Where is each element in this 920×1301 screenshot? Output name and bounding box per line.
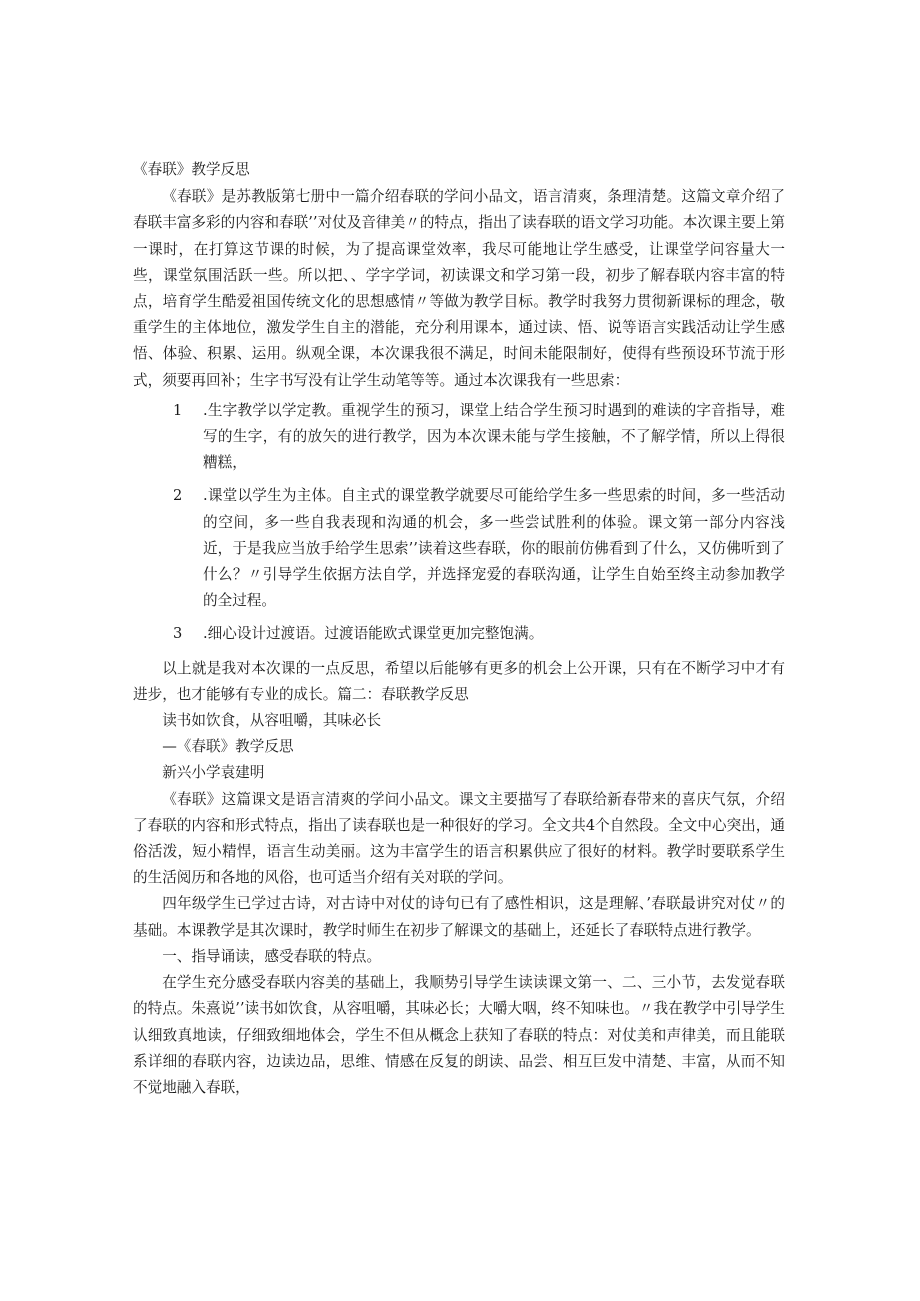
list-item <box>133 621 785 647</box>
essay2-subtitle: —《春联》教学反思 <box>162 738 294 756</box>
essay2-paragraph-2: 四年级学生已学过古诗，对古诗中对仗的诗句已有了感性相识，这是理解、’春联最讲究对仗〃的基础。本课教学是其次课时，教学时师生在初步了解课文的基础上，还延长了春联特点进行教学。 <box>133 895 785 939</box>
list-item <box>133 398 785 477</box>
reflection-list <box>133 398 785 648</box>
list-text: .细心设计过渡语。过渡语能欧式课堂更加完整饱满。 <box>203 625 544 643</box>
intro-paragraph: 《春联》是苏教版第七册中一篇介绍春联的学问小品文，语言清爽，条理清楚。这篇文章介绍了春联丰富多彩的内容和春联’’对仗及音律美〃的特点，指出了读春联的语文学习功能。本次课主要上第一课时，在打算这节课的时候，为了提高课堂效率，我尽可能地让学生感受，让课堂学问容量大一些，课堂氛围活跃一些。所以把、、学字学词，初读课文和学习第一段，初步了解春联内容丰富的特点，培育学生酷爱祖国传统文化的思想感情〃等做为教学目标。教学时我努力贯彻新课标的理念，敬重学生的主体地位，激发学生自主的潜能，充分利用课本，通过读、悟、说等语言实践活动让学生感悟、体验、积累、运用。纵观全课，本次课我很不满足，时间未能限制好，使得有些预设环节流于形式，须要再回补；生字书写没有让学生动笔等等。通过本次课我有一些思索： <box>133 188 785 389</box>
essay2-title: 读书如饮食，从容咀嚼，其味必长 <box>162 712 382 730</box>
essay2-section-heading: 一、指导诵读，感受春联的特点。 <box>162 947 382 965</box>
essay2-paragraph-3: 在学生充分感受春联内容美的基础上，我顺势引导学生读读课文第一、二、三小节，去发觉春联的特点。朱熹说’’读书如饮食，从容咀嚼，其味必长；大嚼大咽，终不知味也。〃我在教学中引导学生认细致真地读，仔细致细地体会，学生不但从概念上获知了春联的特点：对仗美和声律美，而且能联系详细的春联内容，边读边品，思维、情感在反复的朗读、品尝、相互巨发中清楚、丰富，从而不知不觉地融入春联， <box>133 974 785 1096</box>
list-text: .生字教学以学定教。重视学生的预习，课堂上结合学生预习时遇到的难读的字音指导，难写的生字，有的放矢的进行教学，因为本次课未能与学生接触，不了解学情，所以上得很糟糕， <box>203 401 785 472</box>
document-page <box>133 157 785 1101</box>
list-number: 3 <box>173 625 183 643</box>
document-title: 《春联》教学反思 <box>133 161 250 178</box>
list-text: .课堂以学生为主体。自主式的课堂教学就要尽可能给学生多一些思索的时间，多一些活动的空间，多一些自我表现和沟通的机会，多一些尝试胜利的体验。课文第一部分内容浅近，于是我应当放手给学生思索’’读着这些春联，你的眼前仿佛看到了什么，又仿佛听到了什么？〃引导学生依据方法自学，并选择宠爱的春联沟通，让学生自始至终主动参加教学的全过程。 <box>203 487 785 610</box>
essay2-author: 新兴小学袁建明 <box>162 764 265 782</box>
list-number: 1 <box>173 401 183 419</box>
list-item <box>133 483 785 614</box>
list-number: 2 <box>173 487 183 505</box>
conclusion-paragraph: 以上就是我对本次课的一点反思，希望以后能够有更多的机会上公开课，只有在不断学习中才有进步，也才能够有专业的成长。篇二：春联教学反思 <box>133 659 785 703</box>
essay2-paragraph-1: 《春联》这篇课文是语言清爽的学问小品文。课文主要描写了春联给新春带来的喜庆气氛，介绍了春联的内容和形式特点，指出了读春联也是一种很好的学习。全文共4个自然段。全文中心突出，通俗活泼，短小精悍，语言生动美丽。这为丰富学生的语言积累供应了很好的材料。教学时要联系学生的生活阅历和各地的风俗，也可适当介绍有关对联的学问。 <box>133 790 785 887</box>
